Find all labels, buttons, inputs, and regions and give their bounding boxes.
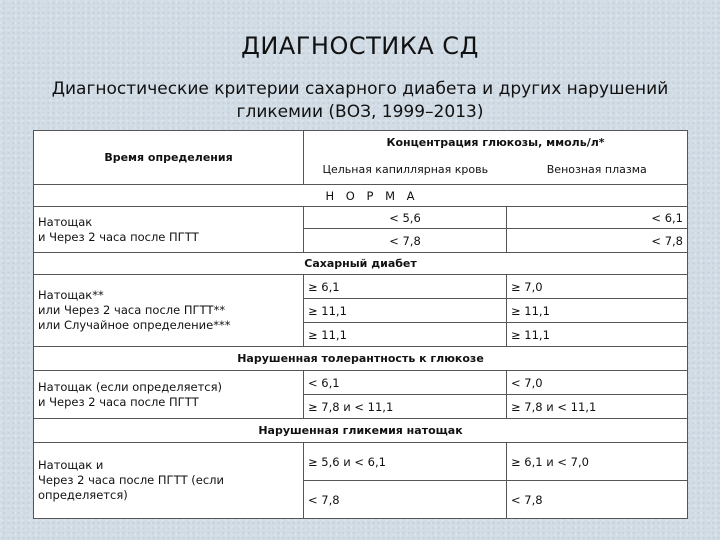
igt-venous-1: < 7,0	[507, 371, 688, 395]
ifg-capillary-1: ≥ 5,6 и < 6,1	[304, 443, 507, 481]
header-venous: Венозная плазма	[507, 155, 688, 185]
igt-time-line-2: и Через 2 часа после ПГТТ	[38, 394, 199, 409]
igt-time-line-1: Натощак (если определяется)	[38, 379, 222, 394]
subtitle-line-1: Диагностические критерии сахарного диабета и других нарушений	[51, 79, 669, 99]
ifg-time-line-2: Через 2 часа после ПГТТ (если	[38, 473, 224, 487]
page-subtitle	[40, 78, 680, 124]
norma-time-cell	[34, 207, 304, 253]
section-row-ifg	[34, 419, 688, 443]
igt-venous-2: ≥ 7,8 и < 11,1	[507, 395, 688, 419]
ifg-time-cell	[34, 443, 304, 519]
section-label-ifg: Нарушенная гликемия натощак	[34, 419, 688, 443]
igt-capillary-1: < 6,1	[304, 371, 507, 395]
diabetes-capillary-1: ≥ 6,1	[304, 275, 507, 299]
diabetes-venous-2: ≥ 11,1	[507, 299, 688, 323]
ifg-time-line-3: определяется)	[38, 488, 128, 502]
table-row	[34, 371, 688, 395]
criteria-table	[33, 130, 688, 519]
norma-time-line-1: Натощак	[38, 214, 93, 229]
ifg-venous-2: < 7,8	[507, 481, 688, 519]
norma-capillary-2: < 7,8	[304, 229, 507, 253]
table-row	[34, 275, 688, 299]
table-row	[34, 443, 688, 481]
diabetes-time-line-3: или Случайное определение***	[38, 318, 231, 332]
header-time: Время определения	[34, 131, 304, 185]
ifg-time-line-1: Натощак и	[38, 458, 104, 472]
ifg-venous-1: ≥ 6,1 и < 7,0	[507, 443, 688, 481]
table-row	[34, 207, 688, 229]
section-row-igt	[34, 347, 688, 371]
section-row-norma	[34, 185, 688, 207]
diabetes-time-line-2: или Через 2 часа после ПГТТ**	[38, 303, 226, 317]
header-capillary: Цельная капиллярная кровь	[304, 155, 507, 185]
norma-time-line-2: и Через 2 часа после ПГТТ	[38, 229, 199, 244]
norma-venous-1: < 6,1	[507, 207, 688, 229]
igt-time-cell	[34, 371, 304, 419]
ifg-capillary-2: < 7,8	[304, 481, 507, 519]
norma-venous-2: < 7,8	[507, 229, 688, 253]
diabetes-time-cell	[34, 275, 304, 347]
igt-capillary-2: ≥ 7,8 и < 11,1	[304, 395, 507, 419]
section-label-diabetes: Сахарный диабет	[34, 253, 688, 275]
diabetes-capillary-2: ≥ 11,1	[304, 299, 507, 323]
diabetes-venous-3: ≥ 11,1	[507, 323, 688, 347]
section-label-norma: Н О Р М А	[304, 185, 688, 207]
section-row-diabetes	[34, 253, 688, 275]
diabetes-capillary-3: ≥ 11,1	[304, 323, 507, 347]
diabetes-venous-1: ≥ 7,0	[507, 275, 688, 299]
subtitle-line-2: гликемии (ВОЗ, 1999–2013)	[236, 102, 484, 122]
header-concentration: Концентрация глюкозы, ммоль/л*	[304, 131, 688, 155]
diabetes-time-line-1: Натощак**	[38, 288, 104, 302]
table-header-row	[34, 131, 688, 155]
norma-capillary-1: < 5,6	[304, 207, 507, 229]
page-title: ДИАГНОСТИКА СД	[241, 32, 479, 60]
section-label-igt: Нарушенная толерантность к глюкозе	[34, 347, 688, 371]
